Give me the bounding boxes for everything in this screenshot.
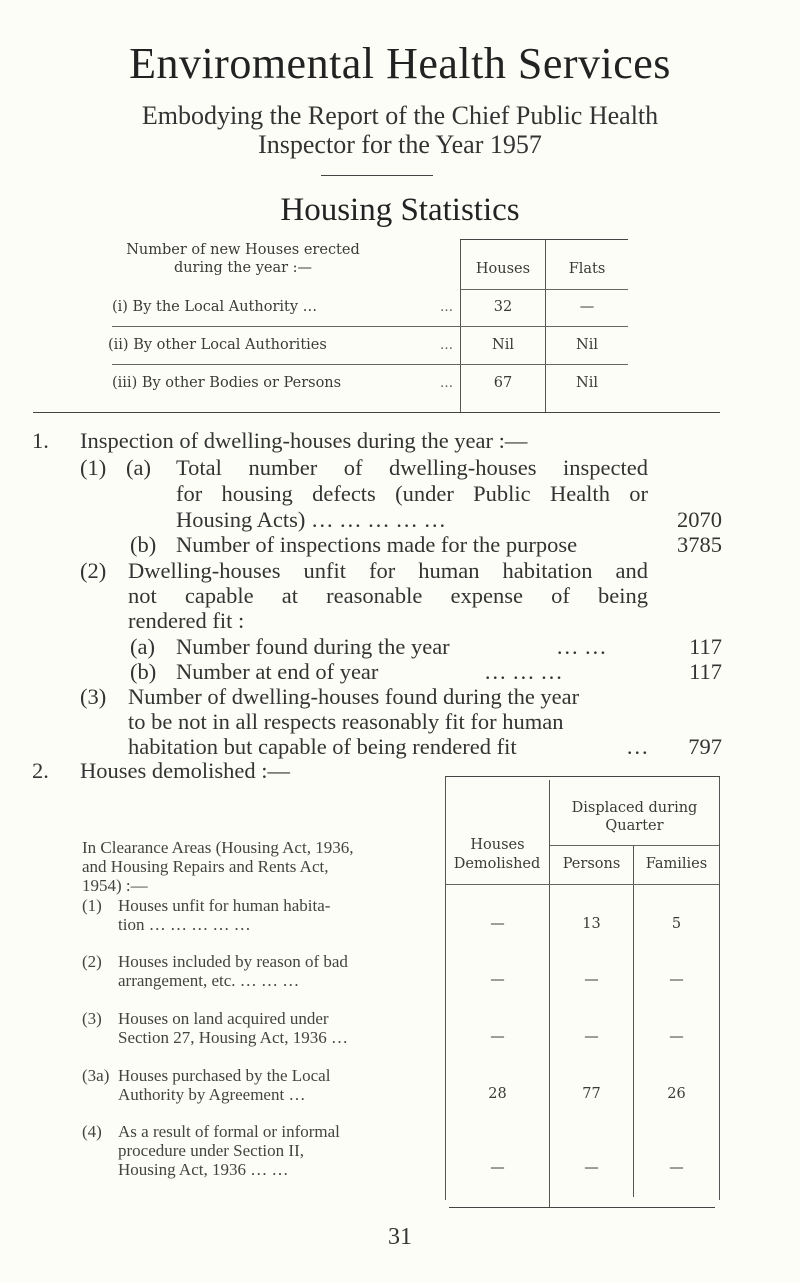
row-label: Authority by Agreement … <box>118 1085 306 1104</box>
row-number: (3) <box>82 1009 102 1028</box>
cell-demolished: 28 <box>488 1086 507 1102</box>
cell-persons: 77 <box>582 1086 601 1102</box>
row-number: (2) <box>82 952 102 971</box>
column-header-quarter: Quarter <box>605 818 664 834</box>
clearance-intro-line: In Clearance Areas (Housing Act, 1936, <box>82 838 354 857</box>
item-text: to be not in all respects reasonably fit for human <box>128 709 564 734</box>
row-rule <box>112 364 628 365</box>
item-text: for housing defects (under Public Health or <box>176 481 648 506</box>
item-text: Number found during the year <box>176 634 450 659</box>
cell-persons: — <box>584 972 599 988</box>
cell-persons: 13 <box>582 916 601 932</box>
sub-item-letter: (b) <box>130 659 157 684</box>
table-caption-line-2: during the year :— <box>173 260 313 276</box>
item-text: rendered fit : <box>128 608 245 633</box>
sub-item-number: (2) <box>80 558 107 583</box>
item-number: 1. <box>32 428 49 453</box>
item-heading: Houses demolished :— <box>80 758 290 783</box>
cell-flats: — <box>579 299 595 315</box>
table-bottom-rule <box>449 1207 715 1208</box>
row-label: procedure under Section II, <box>118 1141 304 1160</box>
table-row-label: (iii) By other Bodies or Persons <box>112 375 342 391</box>
value-houses-inspected: 2070 <box>677 507 722 532</box>
cell-families: — <box>669 1160 684 1176</box>
row-label: Section 27, Housing Act, 1936 … <box>118 1028 348 1047</box>
item-text: not capable at reasonable expense of being <box>128 583 648 608</box>
value-unfit-end-of-year: 117 <box>689 659 722 684</box>
column-header-families: Families <box>645 856 708 872</box>
subtitle-line-1: Embodying the Report of the Chief Public Health <box>141 101 659 130</box>
row-label: Houses purchased by the Local <box>118 1066 331 1085</box>
leader-dots: … <box>440 376 454 391</box>
sub-item-letter: (b) <box>130 532 157 557</box>
cell-flats: Nil <box>576 337 598 353</box>
sub-item-number: (3) <box>80 684 107 709</box>
leader-dots: … <box>440 300 454 315</box>
sub-item-letter: (a) <box>126 455 151 480</box>
table-top-rule <box>445 776 720 777</box>
item-text: Dwelling-houses unfit for human habitation and <box>128 558 648 583</box>
row-number: (4) <box>82 1122 102 1141</box>
item-number: 2. <box>32 758 49 783</box>
table-bottom-rule <box>33 412 720 413</box>
column-header-demolished: Demolished <box>453 856 541 872</box>
leader-dots: … <box>440 338 454 353</box>
clearance-intro-line: 1954) :— <box>82 876 148 895</box>
table-caption-line-1: Number of new Houses erected <box>126 242 360 258</box>
column-header-houses: Houses <box>470 837 525 853</box>
row-label: As a result of formal or informal <box>118 1122 340 1141</box>
column-divider <box>719 777 720 1200</box>
item-text: Number of inspections made for the purpose <box>176 532 578 557</box>
subheader-rule <box>550 845 719 846</box>
column-header-flats: Flats <box>568 261 606 277</box>
cell-demolished: — <box>490 972 505 988</box>
item-heading: Inspection of dwelling-houses during the year :— <box>80 428 528 453</box>
cell-flats: Nil <box>576 375 598 391</box>
item-text: habitation but capable of being rendered fit <box>128 734 517 759</box>
item-text: Total number of dwelling-houses inspected <box>176 455 648 480</box>
document-title: Enviromental Health Services <box>129 39 671 88</box>
table-row-label: (ii) By other Local Authorities <box>108 337 327 353</box>
column-header-displaced: Displaced during <box>571 800 698 816</box>
cell-houses: Nil <box>492 337 514 353</box>
cell-families: — <box>669 972 684 988</box>
leader-dots: … … … <box>484 659 563 684</box>
table-top-rule <box>460 239 628 240</box>
cell-persons: — <box>584 1029 599 1045</box>
row-number: (1) <box>82 896 102 915</box>
column-header-houses: Houses <box>475 261 531 277</box>
row-label: Housing Act, 1936 … … <box>118 1160 289 1179</box>
cell-demolished: — <box>490 916 505 932</box>
cell-houses: 67 <box>493 375 513 391</box>
clearance-intro-line: and Housing Repairs and Rents Act, <box>82 857 329 876</box>
row-number: (3a) <box>82 1066 110 1085</box>
sub-item-number: (1) <box>80 455 107 480</box>
row-label: Houses on land acquired under <box>118 1009 329 1028</box>
cell-families: 26 <box>667 1086 686 1102</box>
row-rule <box>112 326 628 327</box>
row-label: arrangement, etc. … … … <box>118 971 300 990</box>
item-text: Housing Acts) … … … … … <box>176 507 446 532</box>
cell-families: — <box>669 1029 684 1045</box>
section-title: Housing Statistics <box>280 192 520 228</box>
value-capable-of-fit: 797 <box>688 734 722 759</box>
leader-dots: … <box>626 734 649 759</box>
row-label: Houses included by reason of bad <box>118 952 348 971</box>
row-label: Houses unfit for human habita- <box>118 896 331 915</box>
title-divider <box>321 175 433 176</box>
value-inspections-made: 3785 <box>677 532 722 557</box>
column-divider <box>633 845 634 1197</box>
column-header-persons: Persons <box>562 856 621 872</box>
cell-demolished: — <box>490 1160 505 1176</box>
page-number: 31 <box>388 1224 412 1250</box>
cell-houses: 32 <box>493 299 513 315</box>
header-rule <box>446 884 719 885</box>
sub-item-letter: (a) <box>130 634 155 659</box>
item-text: Number at end of year <box>176 659 379 684</box>
subtitle-line-2: Inspector for the Year 1957 <box>258 130 542 159</box>
table-row-label: (i) By the Local Authority … <box>112 299 318 315</box>
header-rule <box>461 289 628 290</box>
cell-families: 5 <box>671 916 682 932</box>
cell-demolished: — <box>490 1029 505 1045</box>
row-label: tion … … … … … <box>118 915 251 934</box>
cell-persons: — <box>584 1160 599 1176</box>
leader-dots: … … <box>556 634 607 659</box>
item-text: Number of dwelling-houses found during the year <box>128 684 580 709</box>
value-unfit-found: 117 <box>689 634 722 659</box>
